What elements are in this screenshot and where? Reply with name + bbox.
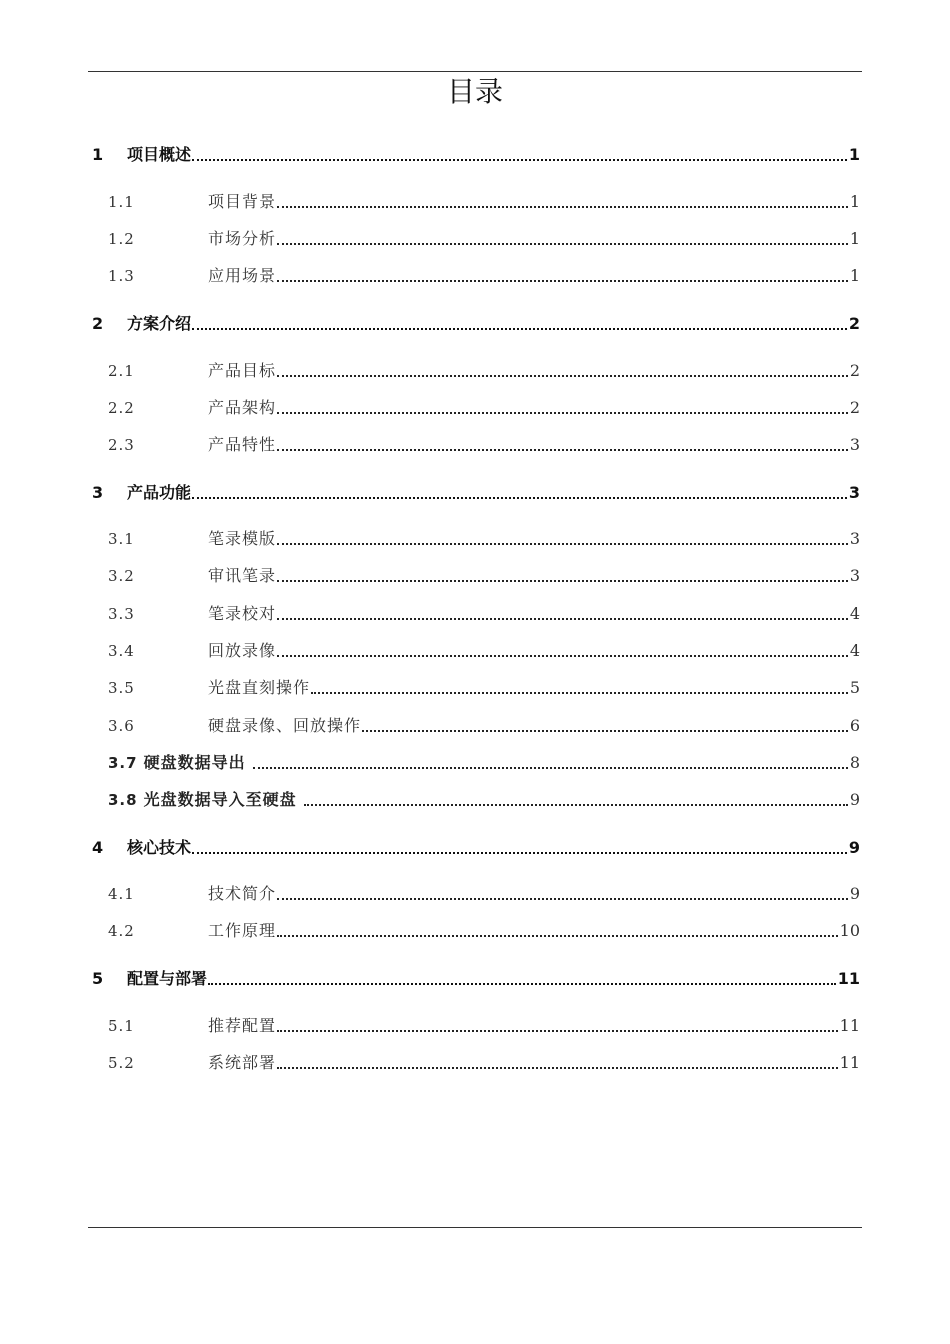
toc-entry-page: 1 — [849, 266, 860, 285]
toc-entry-number: 5 — [92, 969, 104, 988]
toc-dot-leader — [304, 804, 848, 806]
footer-rule — [88, 1227, 862, 1228]
toc-entry-page: 1 — [849, 229, 860, 248]
toc-dot-leader — [277, 935, 838, 937]
toc-entry-page: 4 — [849, 641, 860, 660]
toc-entry[interactable] — [90, 525, 860, 549]
toc-entry-title: 光盘直刻操作 — [208, 678, 311, 697]
toc-entry-page: 4 — [849, 604, 860, 623]
toc-entry-title: 项目背景 — [208, 192, 277, 211]
toc-entry-page: 1 — [848, 145, 860, 164]
toc-entry-title: 产品目标 — [208, 361, 277, 380]
toc-entry[interactable] — [90, 431, 860, 455]
toc-entry-title: 硬盘录像、回放操作 — [208, 716, 362, 735]
header-rule — [88, 71, 862, 72]
toc-entry[interactable] — [90, 225, 860, 249]
toc-entry-title: 产品特性 — [208, 435, 277, 454]
toc-entry-number: 3.1 — [108, 530, 135, 548]
toc-entry-page: 6 — [849, 716, 860, 735]
toc-entry-title: 产品架构 — [208, 398, 277, 417]
toc-entry-number: 2.2 — [108, 399, 135, 417]
toc-dot-leader — [277, 618, 848, 620]
toc-entry-page: 3 — [848, 483, 860, 502]
toc-entry-number: 2.3 — [108, 436, 135, 454]
toc-entry[interactable] — [90, 786, 860, 810]
toc-entry-number: 5.1 — [108, 1017, 135, 1035]
toc-dot-leader — [277, 280, 848, 282]
toc-entry-number: 3.2 — [108, 567, 135, 585]
toc-entry[interactable] — [90, 834, 860, 858]
toc-entry[interactable] — [90, 479, 860, 503]
toc-entry-page: 2 — [848, 314, 860, 333]
toc-dot-leader — [362, 730, 848, 732]
toc-dot-leader — [277, 243, 848, 245]
toc-entry-title: 工作原理 — [208, 921, 277, 940]
toc-dot-leader — [277, 543, 848, 545]
toc-entry-page: 2 — [849, 398, 860, 417]
toc-entry-page: 3 — [849, 566, 860, 585]
toc-entry-number: 4.1 — [108, 885, 135, 903]
toc-entry[interactable] — [90, 141, 860, 165]
toc-entry-page: 1 — [849, 192, 860, 211]
toc-dot-leader — [277, 898, 848, 900]
toc-dot-leader — [311, 692, 848, 694]
toc-entry-page: 3 — [849, 529, 860, 548]
toc-dot-leader — [192, 497, 847, 499]
toc-entry-title: 笔录校对 — [208, 604, 277, 623]
toc-entry[interactable] — [90, 637, 860, 661]
toc-entry-title: 项目概述 — [127, 145, 192, 164]
toc-dot-leader — [277, 580, 848, 582]
toc-dot-leader — [277, 449, 848, 451]
toc-entry[interactable] — [90, 394, 860, 418]
toc-entry[interactable] — [90, 880, 860, 904]
toc-entry-title: 回放录像 — [208, 641, 277, 660]
toc-entry[interactable] — [90, 357, 860, 381]
toc-entry-page: 3 — [849, 435, 860, 454]
toc-dot-leader — [277, 206, 848, 208]
toc-entry-number: 2 — [92, 314, 104, 333]
toc-entry[interactable] — [90, 262, 860, 286]
toc-entry-title: 系统部署 — [208, 1053, 277, 1072]
toc-entry-number: 4.2 — [108, 922, 135, 940]
toc-entry-title: 光盘数据导入至硬盘 — [143, 790, 297, 809]
toc-dot-leader — [277, 412, 848, 414]
toc-entry-title: 核心技术 — [127, 838, 192, 857]
toc-dot-leader — [277, 375, 848, 377]
toc-entry-title: 技术简介 — [208, 884, 277, 903]
toc-entry-number: 3.4 — [108, 642, 135, 660]
toc-entry-title: 配置与部署 — [127, 969, 208, 988]
toc-entry-page: 9 — [848, 838, 860, 857]
toc-entry-number: 1.3 — [108, 267, 135, 285]
toc-entry[interactable] — [90, 1012, 860, 1036]
toc-entry-title: 推荐配置 — [208, 1016, 277, 1035]
toc-entry-page: 2 — [849, 361, 860, 380]
toc-entry[interactable] — [90, 1049, 860, 1073]
toc-entry-number: 3.6 — [108, 717, 135, 735]
toc-dot-leader — [208, 983, 836, 985]
toc-entry-page: 11 — [837, 969, 860, 988]
toc-entry-number: 4 — [92, 838, 104, 857]
toc-entry-page: 10 — [839, 921, 860, 940]
toc-entry[interactable] — [90, 562, 860, 586]
toc-dot-leader — [192, 159, 847, 161]
toc-dot-leader — [277, 655, 848, 657]
toc-entry-number: 1.1 — [108, 193, 135, 211]
toc-entry[interactable] — [90, 188, 860, 212]
toc-entry-title: 方案介绍 — [127, 314, 192, 333]
toc-dot-leader — [253, 767, 848, 769]
toc-entry[interactable] — [90, 749, 860, 773]
toc-entry-number: 3 — [92, 483, 104, 502]
toc-entry-number: 3.7 — [108, 754, 138, 772]
toc-entry-title: 笔录模版 — [208, 529, 277, 548]
toc-entry[interactable] — [90, 310, 860, 334]
toc-entry-number: 3.5 — [108, 679, 135, 697]
toc-entry-page: 9 — [849, 790, 860, 809]
toc-entry-number: 5.2 — [108, 1054, 135, 1072]
toc-entry-number: 2.1 — [108, 362, 135, 380]
toc-entry-number: 3.8 — [108, 791, 138, 809]
toc-entry-number: 1.2 — [108, 230, 135, 248]
toc-entry-page: 5 — [849, 678, 860, 697]
toc-entry-title: 应用场景 — [208, 266, 277, 285]
toc-entry[interactable] — [90, 917, 860, 941]
toc-entry-number: 1 — [92, 145, 104, 164]
toc-entry[interactable] — [90, 712, 860, 736]
toc-entry-number: 3.3 — [108, 605, 135, 623]
toc-entry-page: 11 — [839, 1053, 860, 1072]
toc-entry-page: 8 — [849, 753, 860, 772]
toc-entry-title: 产品功能 — [127, 483, 192, 502]
toc-entry[interactable] — [90, 965, 860, 989]
toc-entry[interactable] — [90, 674, 860, 698]
toc-entry-title: 审讯笔录 — [208, 566, 277, 585]
toc-entry-title: 市场分析 — [208, 229, 277, 248]
toc-dot-leader — [277, 1067, 838, 1069]
toc-dot-leader — [192, 328, 847, 330]
toc-entry-page: 11 — [839, 1016, 860, 1035]
toc-entry-page: 9 — [849, 884, 860, 903]
toc-dot-leader — [277, 1030, 838, 1032]
toc-entry-title: 硬盘数据导出 — [143, 753, 246, 772]
page-title: 目录 — [446, 75, 503, 108]
toc-dot-leader — [192, 852, 847, 854]
toc-entry[interactable] — [90, 600, 860, 624]
